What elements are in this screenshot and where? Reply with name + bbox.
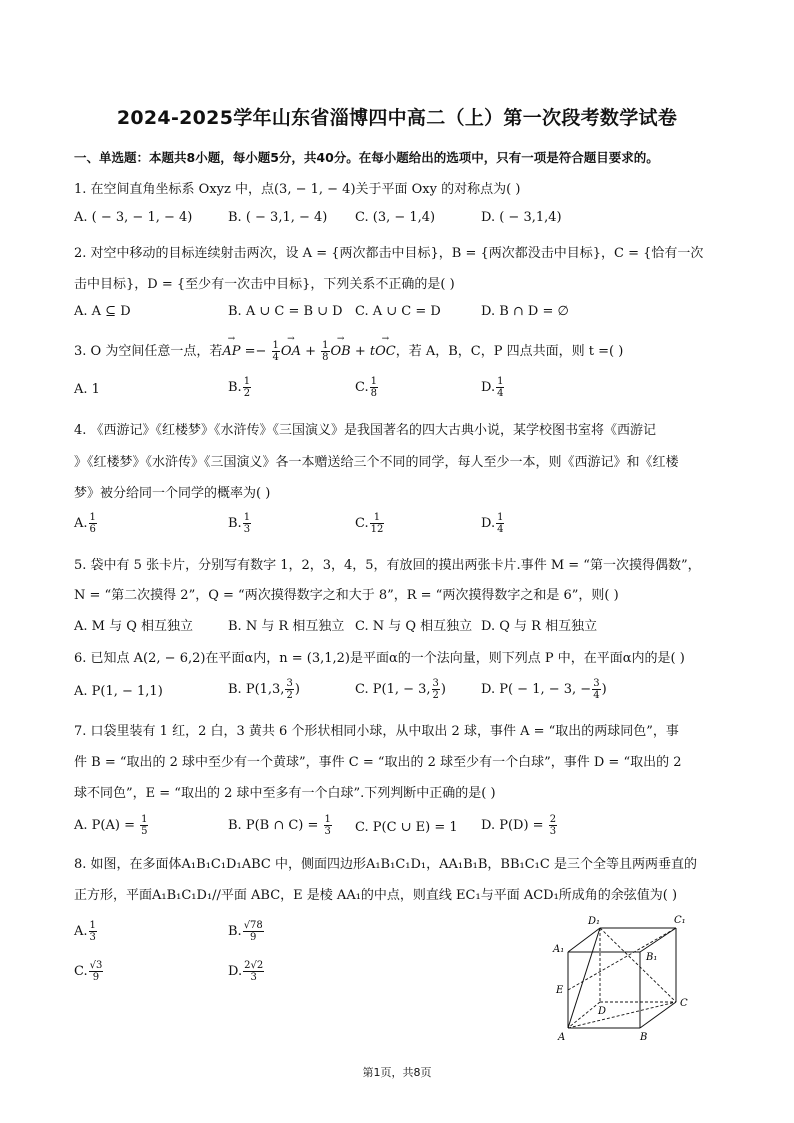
figure-label-e: E (556, 985, 564, 996)
q5-option-c: C. N 与 Q 相互独立 (355, 619, 473, 634)
q6-option-b: B. P(1,3, $\frac{3}{2}$ ) (228, 678, 300, 701)
question-8-line-2: 正方形，平面A₁B₁C₁D₁//平面 ABC，E 是棱 AA₁的中点，则直线 EC₁与平面 ACD₁所成角的余弦值为( ) (74, 888, 678, 903)
q7-option-c: C. P(C ∪ E) = 1 (355, 820, 458, 835)
question-1-stem: 1. 在空间直角坐标系 Oxyz 中，点(3, − 1, − 4)关于平面 Oxy 的对称点为( ) (74, 182, 521, 197)
q8-option-a: A. $\frac{1}{3}$ (74, 920, 96, 943)
section-heading: 一、单选题：本题共8小题，每小题5分，共40分。在每小题给出的选项中，只有一项是符合题目要求的。 (74, 150, 659, 165)
q1-option-b: B. ( − 3,1, − 4) (228, 210, 328, 225)
figure-label-a1: A₁ (553, 944, 565, 955)
q3-stem-prefix: 3. O 为空间任意一点，若 (74, 344, 223, 359)
q7-option-d: D. P(D) = $\frac{2}{3}$ (481, 814, 557, 837)
question-5-line-2: N = “第二次摸得 2”，Q = “两次摸得数字之和大于 8”，R = “两次摸得数字之和是 6”，则( ) (74, 588, 619, 603)
q8-option-b: B. $\frac{√78}{9}$ (228, 920, 263, 943)
question-3-stem (74, 340, 623, 363)
q4-option-d: D. $\frac{1}{4}$ (481, 512, 504, 535)
q5-option-a: A. M 与 Q 相互独立 (74, 619, 194, 634)
figure-label-d: D (598, 1006, 607, 1017)
q4-option-b: B. $\frac{1}{3}$ (228, 512, 251, 535)
q7-option-a: A. P(A) = $\frac{1}{5}$ (74, 814, 148, 837)
q3-option-a: A. 1 (74, 382, 100, 397)
q1-option-d: D. ( − 3,1,4) (481, 210, 562, 225)
question-4-line-3: 梦》被分给同一个同学的概率为( ) (74, 486, 271, 501)
figure-label-a: A (558, 1032, 566, 1043)
q8-option-c: C. $\frac{√3}{9}$ (74, 960, 103, 983)
q3-vector-equation: → AP =− $\frac{1}{4}$ → OA + $\frac{1}{8}$ → OB + t→ OC (222, 344, 395, 359)
figure-label-c: C (680, 998, 688, 1009)
polyhedron-figure (548, 912, 700, 1044)
figure-label-b: B (640, 1032, 648, 1043)
q5-option-d: D. Q 与 R 相互独立 (481, 619, 598, 634)
question-5-line-1: 5. 袋中有 5 张卡片，分别写有数字 1，2，3，4，5，有放回的摸出两张卡片.事件 M = “第一次摸得偶数”， (74, 558, 701, 573)
q3-stem-suffix: ，若 A，B，C，P 四点共面，则 t =( ) (395, 344, 624, 359)
figure-label-c1: C₁ (674, 915, 686, 926)
q6-option-c: C. P(1, − 3, $\frac{3}{2}$ ) (355, 678, 446, 701)
question-2-line-2: 击中目标}，D = {至少有一次击中目标}，下列关系不正确的是( ) (74, 277, 455, 292)
question-7-line-1: 7. 口袋里装有 1 红，2 白，3 黄共 6 个形状相同小球，从中取出 2 球，事件 A = “取出的两球同色”，事 (74, 724, 679, 739)
question-8-line-1: 8. 如图，在多面体A₁B₁C₁D₁ABC 中，侧面四边形A₁B₁C₁D₁，AA₁B₁B，BB₁C₁C 是三个全等且两两垂直的 (74, 857, 697, 872)
q5-option-b: B. N 与 R 相互独立 (228, 619, 345, 634)
q3-option-b: B. $\frac{1}{2}$ (228, 376, 251, 399)
q7-option-b: B. P(B ∩ C) = $\frac{1}{3}$ (228, 814, 331, 837)
q6-option-d: D. P( − 1, − 3, − $\frac{3}{4}$ ) (481, 678, 607, 701)
q1-option-c: C. (3, − 1,4) (355, 210, 436, 225)
q4-option-a: A. $\frac{1}{6}$ (74, 512, 96, 535)
question-4-line-1: 4. 《西游记》《红楼梦》《水浒传》《三国演义》是我国著名的四大古典小说，某学校图书室将《西游记 (74, 423, 657, 438)
question-2-line-1: 2. 对空中移动的目标连续射击两次，设 A = {两次都击中目标}，B = {两次都没击中目标}，C = {恰有一次 (74, 246, 704, 261)
q3-option-c: C. $\frac{1}{8}$ (355, 376, 377, 399)
exam-title: 2024-2025学年山东省淄博四中高二（上）第一次段考数学试卷 (116, 107, 678, 129)
q2-option-c: C. A ∪ C = D (355, 304, 441, 319)
question-4-line-2: 》《红楼梦》《水浒传》《三国演义》各一本赠送给三个不同的同学，每人至少一本，则《西游记》和《红楼 (74, 455, 679, 470)
q8-option-d: D. $\frac{2√2}{3}$ (228, 960, 264, 983)
q6-option-a: A. P(1, − 1,1) (74, 684, 163, 699)
q2-option-d: D. B ∩ D = ∅ (481, 304, 569, 319)
q2-option-b: B. A ∪ C = B ∪ D (228, 304, 343, 319)
question-7-line-3: 球不同色”，E = “取出的 2 球中至多有一个白球”.下列判断中正确的是( ) (74, 786, 496, 801)
q3-option-d: D. $\frac{1}{4}$ (481, 376, 504, 399)
figure-label-b1: B₁ (646, 952, 658, 963)
question-6-stem: 6. 已知点 A(2, − 6,2)在平面α内，n = (3,1,2)是平面α的一个法向量，则下列点 P 中，在平面α内的是( ) (74, 651, 685, 666)
q1-option-a: A. ( − 3, − 1, − 4) (74, 210, 193, 225)
figure-label-d1: D₁ (588, 916, 601, 927)
page-footer: 第1页，共8页 (362, 1066, 432, 1079)
q4-option-c: C. $\frac{1}{12}$ (355, 512, 384, 535)
question-7-line-2: 件 B = “取出的 2 球中至少有一个黄球”，事件 C = “取出的 2 球至少有一个白球”，事件 D = “取出的 2 (74, 755, 682, 770)
q2-option-a: A. A ⊆ D (74, 304, 131, 319)
